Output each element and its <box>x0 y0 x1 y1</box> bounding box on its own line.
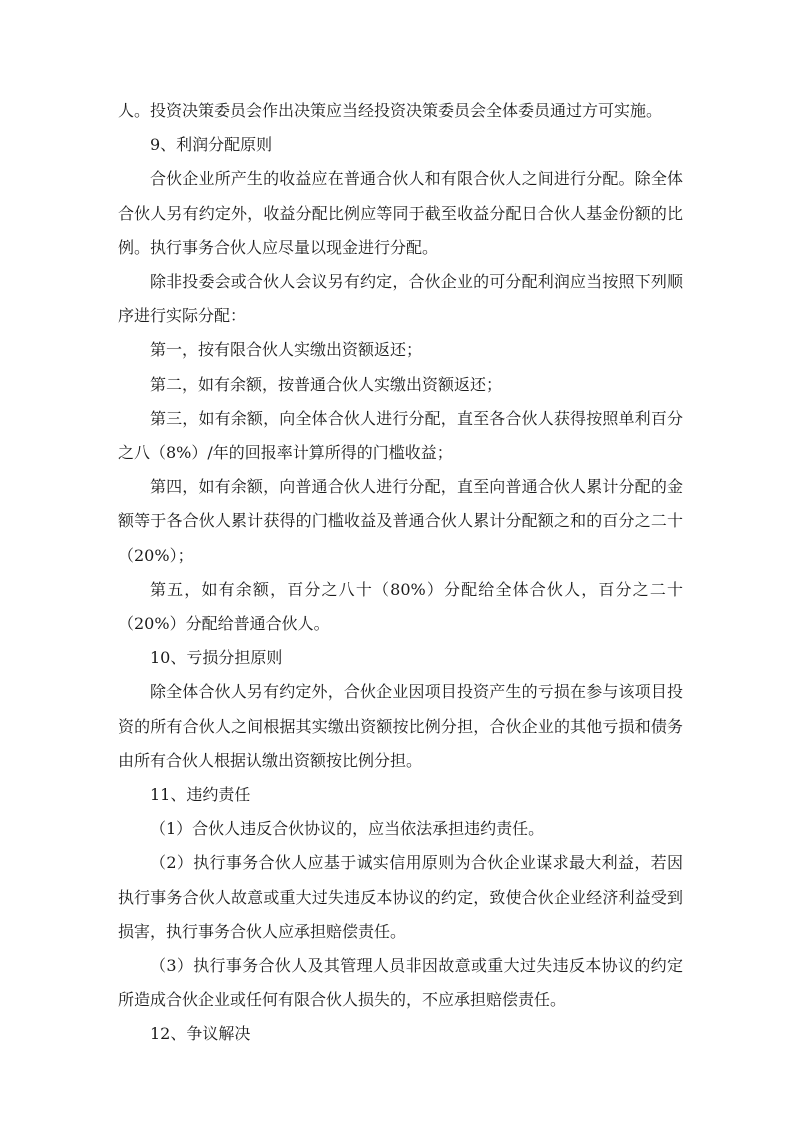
paragraph-fifth-step: 第五，如有余额，百分之八十（80%）分配给全体合伙人，百分之二十（20%）分配给普通合伙人。 <box>118 579 683 634</box>
paragraph-profit-ratio: 合伙企业所产生的收益应在普通合伙人和有限合伙人之间进行分配。除全体合伙人另有约定外，收益分配比例应等同于截至收益分配日合伙人基金份额的比例。执行事务合伙人应尽量以现金进行分配。 <box>118 169 683 257</box>
paragraph-liability-2: （2）执行事务合伙人应基于诚实信用原则为合伙企业谋求最大利益，若因执行事务合伙人故意或重大过失违反本协议的约定，致使合伙企业经济利益受到损害，执行事务合伙人应承担赔偿责任。 <box>118 853 683 941</box>
paragraph-third-step: 第三，如有余额，向全体合伙人进行分配，直至各合伙人获得按照单利百分之八（8%）/年的回报率计算所得的门槛收益； <box>118 408 683 463</box>
paragraph-liability-1: （1）合伙人违反合伙协议的，应当依法承担违约责任。 <box>150 819 545 839</box>
paragraph-distribution-order: 除非投委会或合伙人会议另有约定，合伙企业的可分配利润应当按照下列顺序进行实际分配： <box>118 272 683 326</box>
document-body <box>118 94 683 1052</box>
paragraph-decision-approval: 人。投资决策委员会作出决策应当经投资决策委员会全体委员通过方可实施。 <box>118 101 663 120</box>
section-heading-liability: 11、违约责任 <box>150 785 251 805</box>
section-heading-profit-distribution: 9、利润分配原则 <box>150 135 273 155</box>
paragraph-fourth-step: 第四，如有余额，向普通合伙人进行分配，直至向普通合伙人累计分配的金额等于各合伙人累计获得的门槛收益及普通合伙人累计分配额之和的百分之二十（20%）； <box>118 477 683 565</box>
section-heading-dispute-resolution: 12、争议解决 <box>150 1024 251 1044</box>
section-heading-loss-sharing: 10、亏损分担原则 <box>150 648 283 668</box>
paragraph-loss-sharing: 除全体合伙人另有约定外，合伙企业因项目投资产生的亏损在参与该项目投资的所有合伙人之间根据其实缴出资额按比例分担，合伙企业的其他亏损和债务由所有合伙人根据认缴出资额按比例分担。 <box>118 682 683 770</box>
paragraph-second-step: 第二，如有余额，按普通合伙人实缴出资额返还； <box>150 374 503 394</box>
paragraph-first-step: 第一，按有限合伙人实缴出资额返还； <box>150 340 423 360</box>
paragraph-liability-3: （3）执行事务合伙人及其管理人员非因故意或重大过失违反本协议的约定所造成合伙企业或任何有限合伙人损失的，不应承担赔偿责任。 <box>118 956 683 1010</box>
